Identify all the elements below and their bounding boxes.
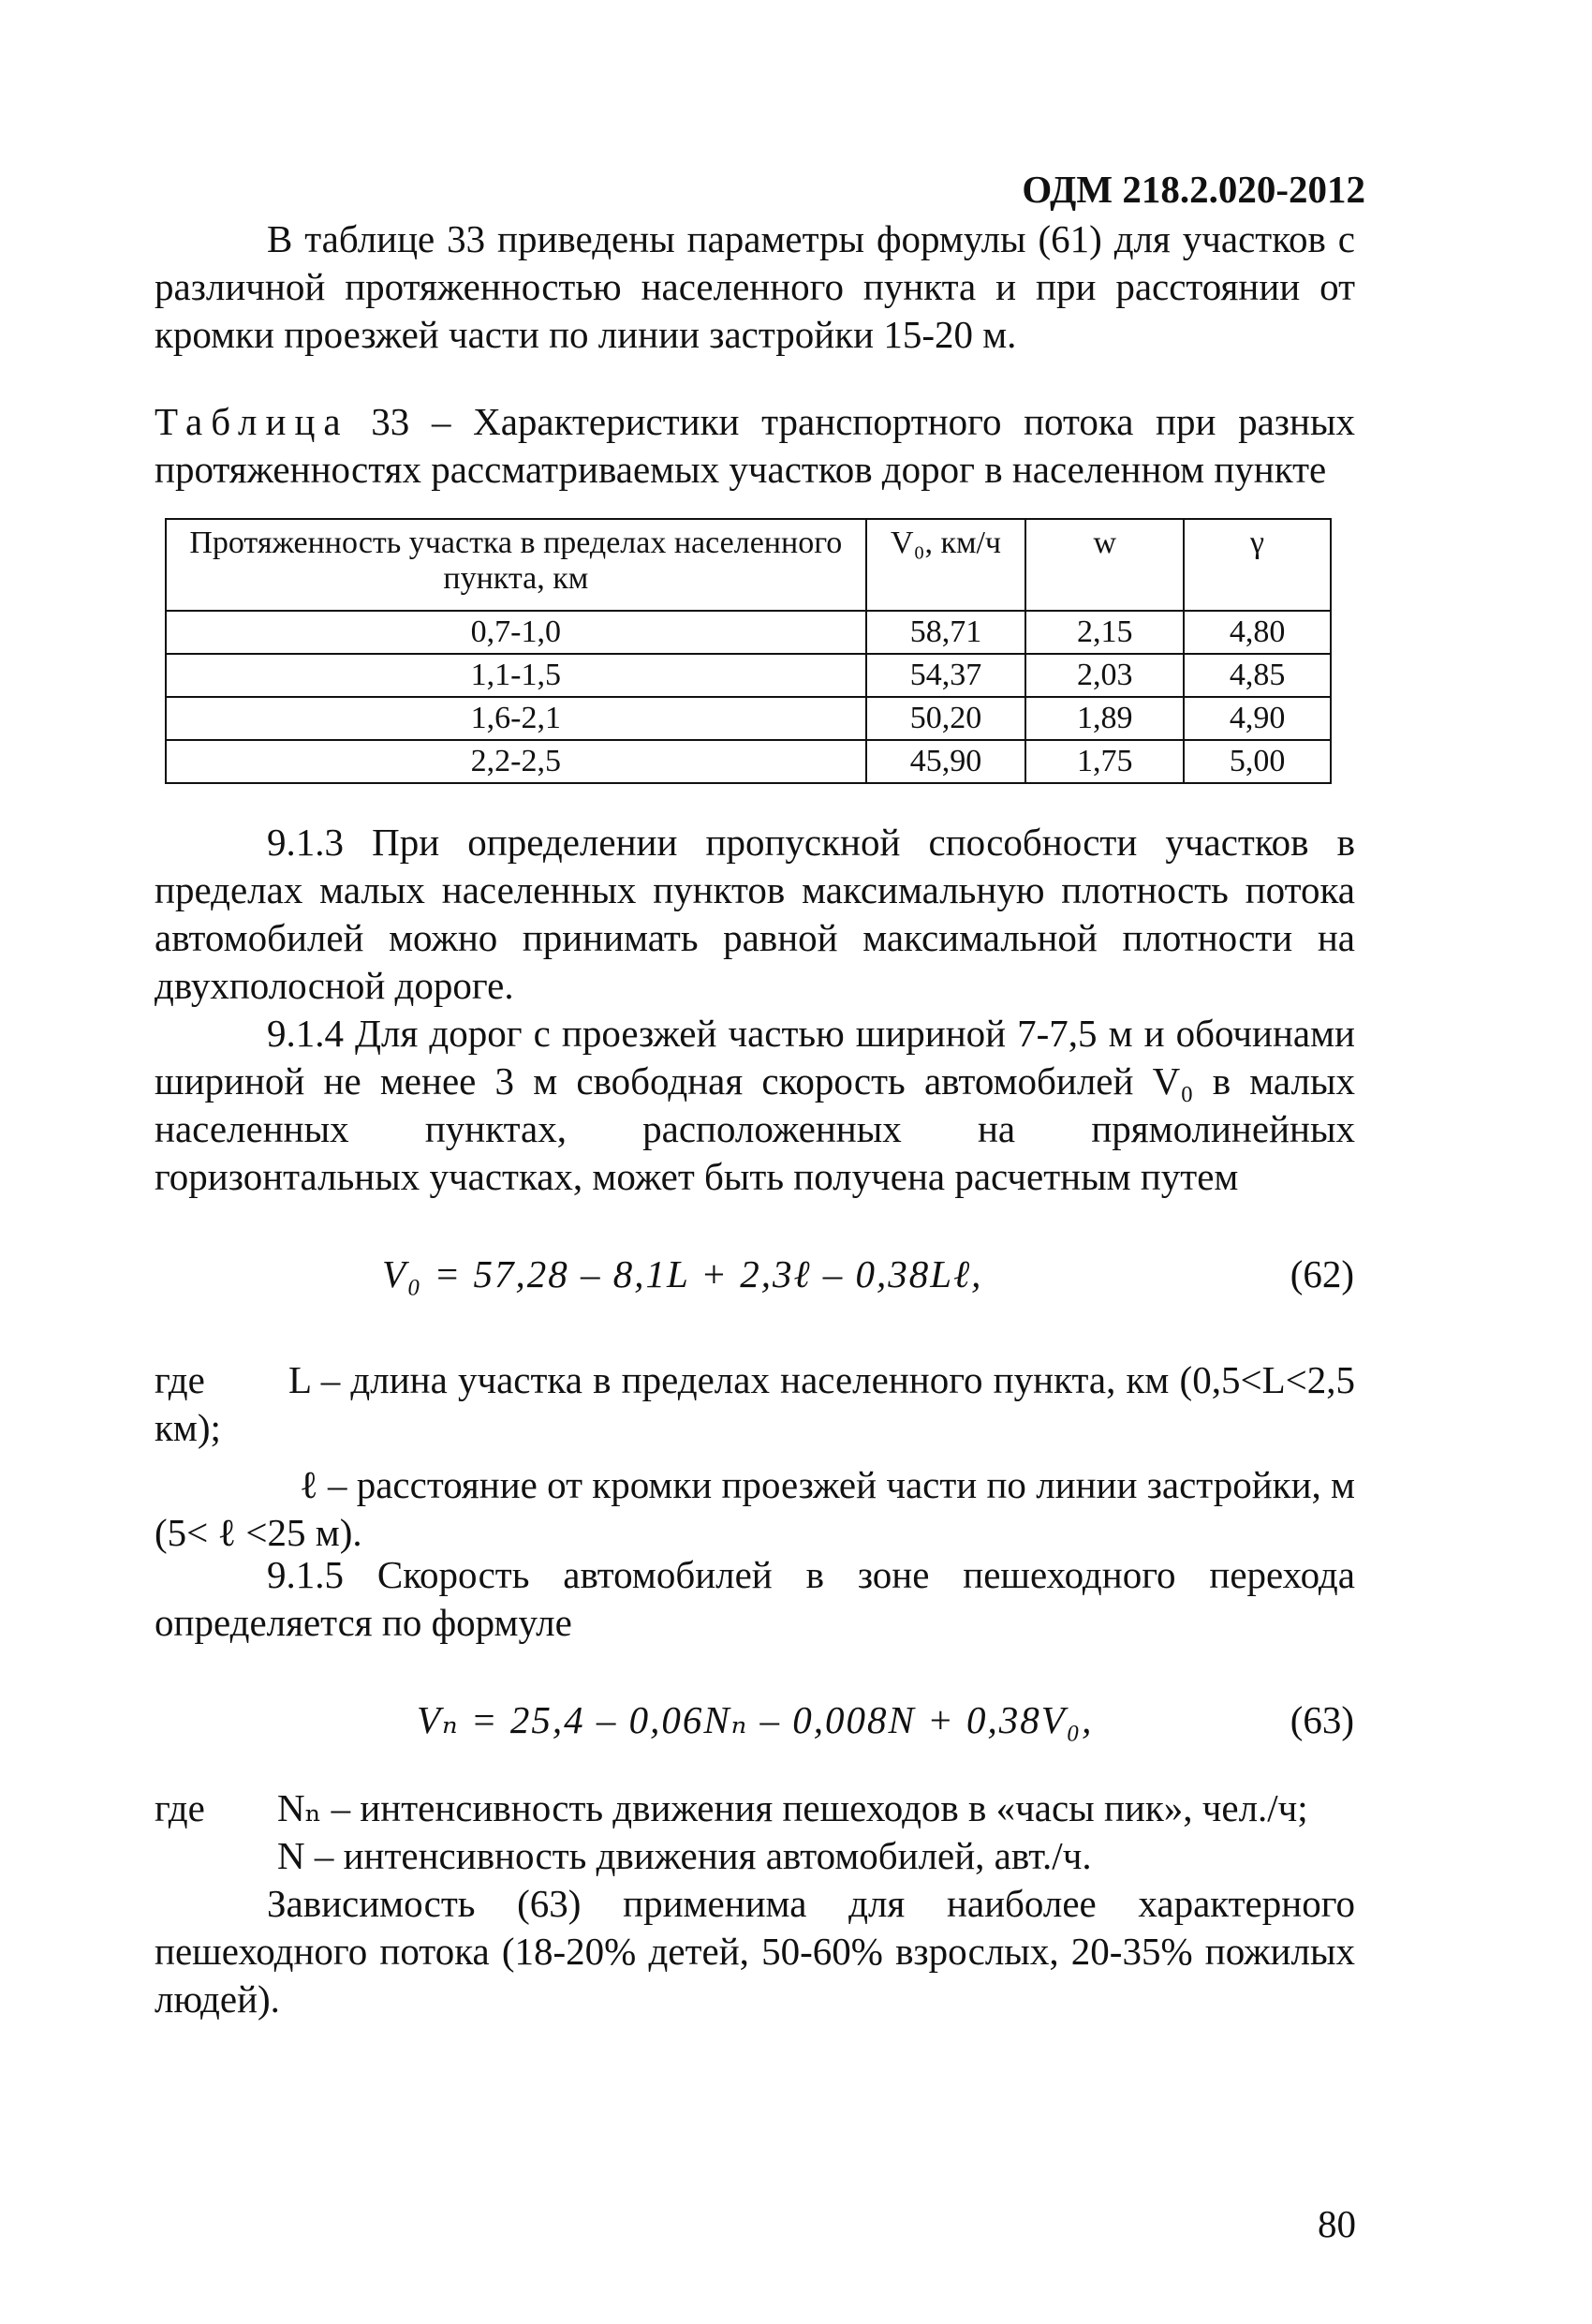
header-gamma: γ	[1184, 519, 1331, 611]
table-row	[166, 654, 1331, 697]
table-row	[166, 740, 1331, 783]
where-63-word: где	[155, 1786, 205, 1829]
cell: 4,85	[1184, 654, 1331, 697]
table-33	[165, 518, 1332, 784]
where-62	[155, 1356, 1355, 1557]
cell: 2,15	[1025, 611, 1184, 654]
header-v0: V₀, км/ч	[866, 519, 1026, 611]
paragraph-9-1-4-text: 9.1.4 Для дорог с проезжей частью шириной 7-7,5 м и обочинами шириной не менее 3 м свободная скорость автомобилей V₀ в малых населенных пунктах, расположенных на прямолинейных горизонтальных участках, может быть получена расчетным путем	[155, 1012, 1355, 1198]
where-62-line1: L – длина участка в пределах населенного пункта, км (0,5<L<2,5 км);	[155, 1358, 1355, 1449]
formula-62-number: (62)	[1290, 1252, 1354, 1295]
paragraph-9-1-5-text: 9.1.5 Скорость автомобилей в зоне пешеходного перехода определяется по формуле	[155, 1553, 1355, 1644]
paragraph-9-1-3-text: 9.1.3 При определении пропускной способности участков в пределах малых населенных пунктов максимальную плотность потока автомобилей можно принимать равной максимальной плотности на двухполосной дороге.	[155, 821, 1355, 1007]
cell: 5,00	[1184, 740, 1331, 783]
where-63-line1: Nₙ – интенсивность движения пешеходов в «часы пик», чел./ч;	[277, 1786, 1308, 1829]
cell: 1,75	[1025, 740, 1184, 783]
table-header-row	[166, 519, 1331, 611]
document-code: ОДМ 218.2.020-2012	[1022, 168, 1365, 211]
where-63-line2: N – интенсивность движения автомобилей, авт./ч.	[277, 1834, 1092, 1877]
table-caption	[155, 398, 1355, 494]
cell: 1,89	[1025, 697, 1184, 740]
formula-63-number: (63)	[1290, 1698, 1354, 1741]
paragraph-dependence	[155, 1880, 1355, 2023]
where-62-word: где	[155, 1358, 205, 1401]
intro-paragraph	[155, 215, 1355, 359]
cell: 1,6-2,1	[166, 697, 866, 740]
cell: 2,2-2,5	[166, 740, 866, 783]
where-62-line2: ℓ – расстояние от кромки проезжей части по линии застройки, м (5< ℓ <25 м).	[155, 1463, 1355, 1554]
where-63	[155, 1784, 1355, 1880]
header-length: Протяженность участка в пределах населенного пункта, км	[166, 519, 866, 611]
cell: 45,90	[866, 740, 1026, 783]
formula-62: V₀ = 57,28 – 8,1L + 2,3ℓ – 0,38Lℓ,	[382, 1252, 983, 1295]
table-row	[166, 697, 1331, 740]
cell: 2,03	[1025, 654, 1184, 697]
formula-63: Vₙ = 25,4 – 0,06Nₙ – 0,008N + 0,38V₀,	[417, 1698, 1094, 1741]
cell: 50,20	[866, 697, 1026, 740]
table-caption-text: 33 – Характеристики транспортного потока при разных протяженностях рассматриваемых участков дорог в населенном пункте	[155, 400, 1355, 491]
intro-text: В таблице 33 приведены параметры формулы (61) для участков с различной протяженностью населенного пункта и при расстоянии от кромки проезжей части по линии застройки 15-20 м.	[155, 217, 1355, 356]
paragraph-9-1-4	[155, 1010, 1355, 1201]
cell: 0,7-1,0	[166, 611, 866, 654]
cell: 54,37	[866, 654, 1026, 697]
cell: 58,71	[866, 611, 1026, 654]
paragraph-dependence-text: Зависимость (63) применима для наиболее характерного пешеходного потока (18-20% детей, 50-60% взрослых, 20-35% пожилых людей).	[155, 1882, 1355, 2021]
cell: 4,90	[1184, 697, 1331, 740]
table-row	[166, 611, 1331, 654]
cell: 1,1-1,5	[166, 654, 866, 697]
paragraph-9-1-3	[155, 819, 1355, 1010]
cell: 4,80	[1184, 611, 1331, 654]
page-number: 80	[1318, 2202, 1356, 2245]
paragraph-9-1-5	[155, 1551, 1355, 1647]
header-w: w	[1025, 519, 1184, 611]
table-caption-prefix: Таблица	[155, 400, 349, 443]
